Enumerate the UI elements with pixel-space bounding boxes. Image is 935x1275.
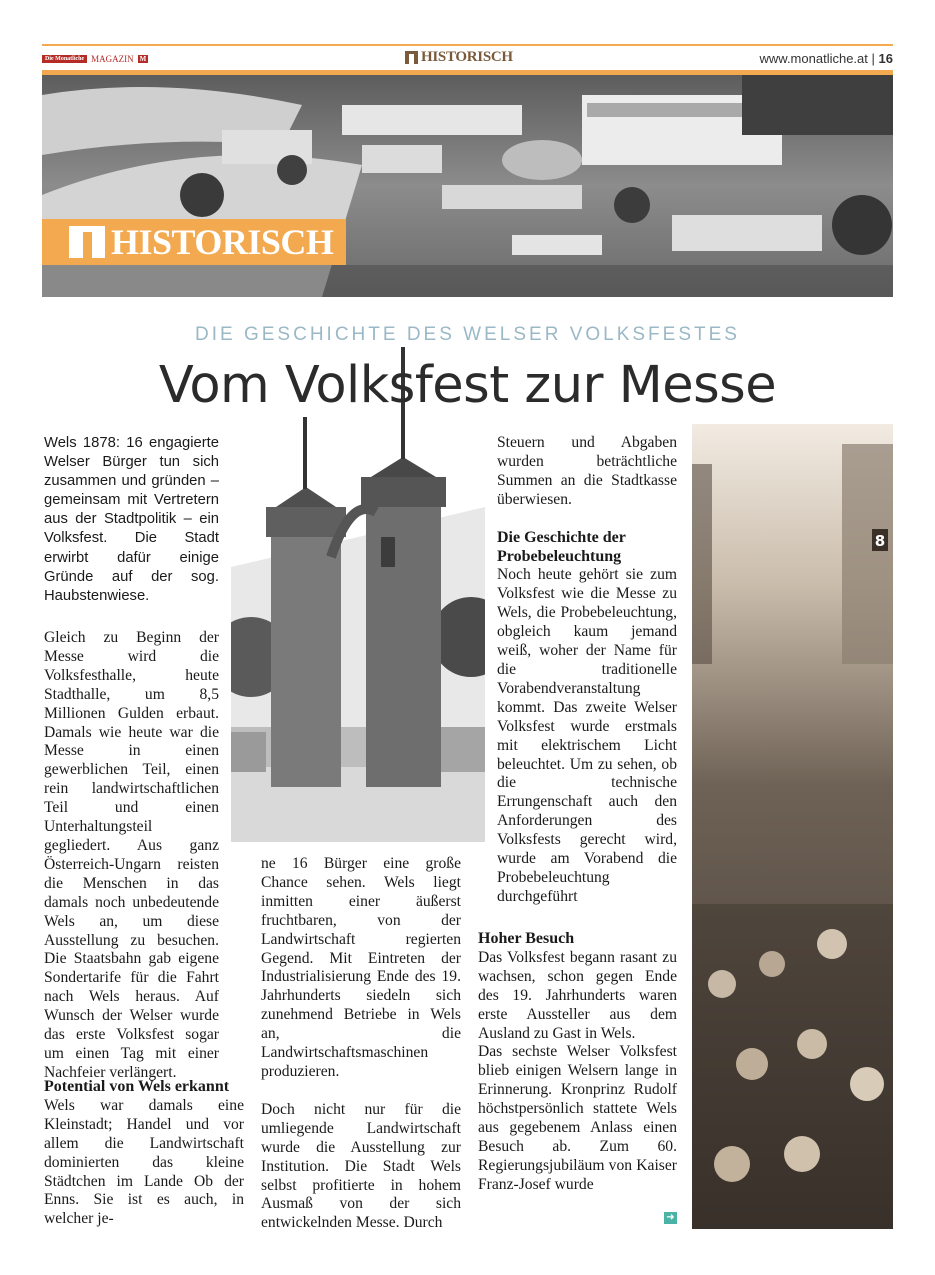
- subheading-hoher-besuch: Hoher Besuch: [478, 930, 575, 947]
- col1-text: [44, 629, 244, 1083]
- col3-paragraph-3: Das Volksfest begann rasant zu wachsen, schon gegen Ende des 19. Jahrhunderts waren erste Aussteller aus dem Ausland zu Gast in Wels.: [478, 948, 677, 1042]
- badge-label: HISTORISCH: [111, 222, 334, 262]
- lead-paragraph: Wels 1878: 16 engagierte Welser Bürger tun sich zusammen und gründen – gemeinsam mit Vertretern aus der Stadtpolitik – ein Volksfest. Die Stadt erwirbt dafür einige Gründe auf der sog. Haubstenwiese.: [44, 435, 219, 604]
- crowd-photo: [692, 424, 893, 1229]
- col3-paragraph-4: Das sechste Welser Volksfest blieb einigen Welsern lange in Erinnerung. Kronprinz Rudolf höchstpersönlich stattete Wels aus gegebenem Anlass einen Besuch ab. Zum 60. Regierungsjubiläum von Kaiser Franz-Josef wurde: [478, 1043, 677, 1193]
- historisch-badge-icon: [69, 226, 105, 258]
- website-url[interactable]: www.monatliche.at: [759, 51, 868, 66]
- kicker: DIE GESCHICHTE DES WELSER VOLKSFESTES: [195, 324, 740, 345]
- col2-paragraph-2: Doch nicht nur für die umliegende Landwirtschaft wurde die Ausstellung zur Institution. Die Stadt Wels selbst profitierte in hohem Ausmaß von der sich entwickelnden Messe. Durch: [261, 1100, 461, 1232]
- col3-bottom: [478, 930, 677, 1195]
- col2-paragraph-1: ne 16 Bürger eine große Chance sehen. Wels liegt inmitten einer äußerst fruchtbaren, von der Landwirtschaft regierten Gegend. Mit Eintreten der Industrialisierung Ende des 19. Jahrhunderts siedeln sich zunehmend Betriebe in Wels an, die Landwirtschaftsmaschinen produzieren.: [261, 855, 461, 1080]
- continue-arrow-icon[interactable]: ➜: [664, 1212, 677, 1224]
- magazine-mark: M: [139, 55, 147, 63]
- col3-paragraph-2: Noch heute gehört sie zum Volksfest wie die Messe zu Wels, die Probebeleuchtung, obgleich kaum jemand weiß, woher der Name für die traditionelle Vorabendveranstaltung kommt. Das zweite Welser Volksfest wurde erstmals mit elektrischem Licht beleuchtet. Um zu sehen, ob die technische Errungenschaft auch den Anforderungen des Volksfests gerecht wird, wurde am Vorabend die Probebeleuchtung durchgeführt: [497, 566, 677, 905]
- url-separator: |: [871, 51, 875, 66]
- magazine-logo: Die Monatliche: [42, 55, 87, 63]
- subheading-probebeleuchtung: Die Geschichte der Probebeleuchtung: [497, 528, 626, 565]
- historisch-badge: [42, 219, 346, 265]
- col3-paragraph-1: Steuern und Abgaben wurden beträchtliche Summen an die Stadtkasse überwiesen.: [497, 434, 677, 508]
- magazine-label: MAGAZIN: [91, 54, 134, 64]
- headline: Vom Volksfest zur Messe: [158, 356, 777, 415]
- magazine-brand: [42, 54, 148, 64]
- crowd-sign-number: 8: [874, 532, 886, 550]
- col1-paragraph-1: Gleich zu Beginn der Messe wird die Volksfesthalle, heute Stadthalle, um 8,5 Millionen Gulden erbaut. Damals wie heute war die Messe in einen gewerblichen Teil, einen rein landwirtschaftlichen Teil und einen Unterhaltungsteil gegliedert. Aus ganz Österreich-Ungarn reisten die Menschen in das damals noch unbedeutende Wels an, um diese Ausstellung zu besuchen. Die Staatsbahn gab eigene Sondertarife für die Fahrt nach Wels heraus. Auf Wunsch der Welser wurde das erste Volksfest sogar um einen Tag mit einer Nachfeier verlängert.: [44, 629, 219, 1081]
- col1-paragraph-2: Wels war damals eine Kleinstadt; Handel und vor allem die Landwirtschaft dominierten das kleine Städtchen im Lande Ob der Enns. Sie ist es auch, in welcher je-: [44, 1096, 244, 1228]
- page-url: [760, 51, 894, 66]
- section-label: HISTORISCH: [421, 49, 513, 65]
- section-header: [405, 49, 513, 66]
- col2-text: [261, 855, 461, 1233]
- col3-top: [497, 434, 677, 907]
- subheading-potential: Potential von Wels erkannt: [44, 1078, 230, 1095]
- col1-section: [44, 1078, 244, 1229]
- top-rule: [42, 44, 893, 46]
- historisch-icon: [405, 51, 418, 64]
- page-number: 16: [878, 51, 893, 66]
